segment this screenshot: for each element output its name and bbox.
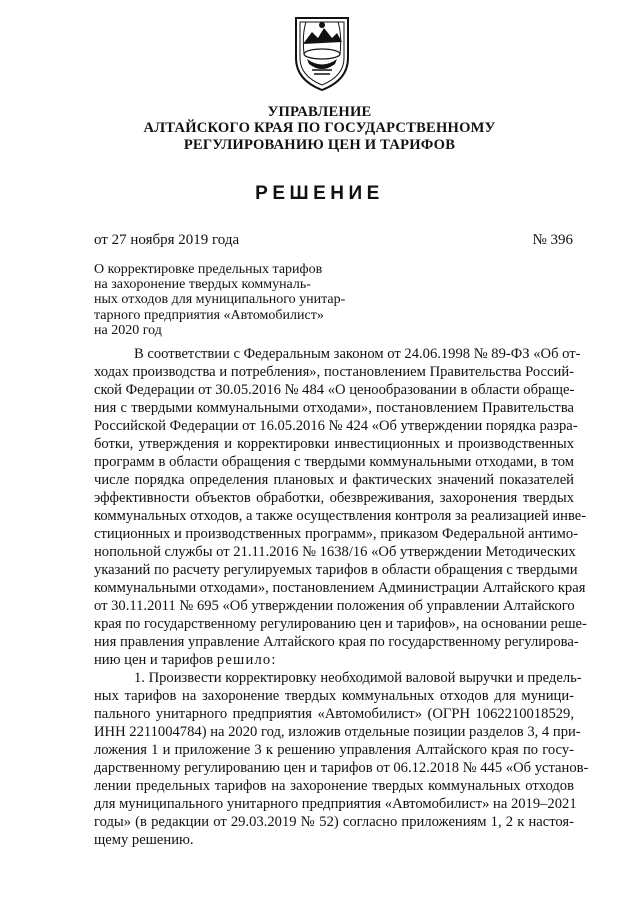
- agency-name-line-3: РЕГУЛИРОВАНИЮ ЦЕН И ТАРИФОВ: [183, 137, 456, 153]
- text-line: ложения 1 и приложение 3 к решению управления Алтайского края по госу-: [94, 742, 574, 758]
- text-line: ния с твердыми коммунальными отходами», постановлением Правительства: [94, 400, 574, 416]
- text-line: Российской Федерации от 16.05.2016 № 424 «Об утверждении порядка разра-: [94, 418, 578, 434]
- agency-name-line-1: УПРАВЛЕНИЕ: [267, 104, 372, 120]
- text-line: от 30.11.2011 № 695 «Об утверждении положения об управлении Алтайского: [94, 598, 575, 614]
- text-line: числе порядка определения плановых и фактических значений показателей: [94, 472, 574, 488]
- text-line: 1. Произвести корректировку необходимой валовой выручки и предель-: [134, 670, 582, 686]
- decided-word: решило:: [216, 652, 277, 668]
- text-line: эффективности объектов обработки, обезвреживания, захоронения твердых: [94, 490, 574, 506]
- agency-name-line-2: АЛТАЙСКОГО КРАЯ ПО ГОСУДАРСТВЕННОМУ: [143, 120, 496, 136]
- preamble-paragraph: [94, 345, 587, 669]
- text-line: пального унитарного предприятия «Автомобилист» (ОГРН 1062210018529,: [94, 706, 574, 722]
- text-line: ных тарифов на захоронение твердых коммунальных отходов для муници-: [94, 688, 574, 704]
- text-line: В соответствии с Федеральным законом от 24.06.1998 № 89-ФЗ «Об от-: [134, 346, 581, 362]
- text-line: стиционных и производственных программ», приказом Федеральной антимо-: [94, 526, 579, 542]
- text-line: лении предельных тарифов на захоронение твердых коммунальных отходов: [94, 778, 574, 794]
- document-date: от 27 ноября 2019 года: [94, 232, 240, 248]
- subject-line: тарного предприятия «Автомобилист»: [94, 307, 324, 323]
- text-line: указаний по расчету регулируемых тарифов в области обращения с твердыми: [94, 562, 578, 578]
- document-number: № 396: [532, 232, 573, 248]
- text-line: ния правления управление Алтайского края по государственному регулирова-: [94, 634, 579, 650]
- text-line: коммунальных отходов, а также осуществления контроля за реализацией инве-: [94, 508, 587, 524]
- text-line: края по государственному регулированию цен и тарифов», на основании реше-: [94, 616, 587, 632]
- subject-line: ных отходов для муниципального унитар-: [94, 292, 346, 308]
- subject-line: О корректировке предельных тарифов: [94, 262, 323, 277]
- text-line: дарственному регулированию цен и тарифов от 06.12.2018 № 445 «Об установ-: [94, 760, 589, 776]
- text-line: программ в области обращения с твердыми коммунальными отходами, в том: [94, 454, 574, 470]
- text-line: ИНН 2211004784) на 2020 год, изложив отдельные позиции разделов 3, 4 при-: [94, 724, 581, 740]
- document-title: РЕШЕНИЕ: [255, 183, 384, 204]
- document-subject: [94, 262, 354, 338]
- text-line: для муниципального унитарного предприятия «Автомобилист» на 2019–2021: [94, 796, 577, 812]
- text-line-ending: нию цен и тарифов: [94, 652, 214, 668]
- text-line: [94, 651, 574, 669]
- text-line: ботки, утверждения и корректировки инвестиционных и производственных: [94, 436, 574, 452]
- text-line: годы» (в редакции от 29.03.2019 № 52) согласно приложениям 1, 2 к настоя-: [94, 814, 574, 830]
- document-body: [94, 345, 589, 849]
- subject-line: на захоронение твердых коммуналь-: [94, 277, 311, 293]
- text-line: коммунальными отходами», постановлением Администрации Алтайского края: [94, 580, 586, 596]
- decision-item-1: [94, 669, 589, 849]
- coat-of-arms-emblem: [290, 14, 354, 92]
- text-line: щему решению.: [94, 832, 194, 848]
- text-line: нопольной службы от 21.11.2016 № 1638/16 «Об утверждении Методических: [94, 544, 576, 560]
- subject-line: на 2020 год: [94, 322, 162, 338]
- text-line: ходах производства и потребления», постановлением Правительства Россий-: [94, 364, 574, 380]
- text-line: ской Федерации от 30.05.2016 № 484 «О ценообразовании в области обраще-: [94, 382, 575, 398]
